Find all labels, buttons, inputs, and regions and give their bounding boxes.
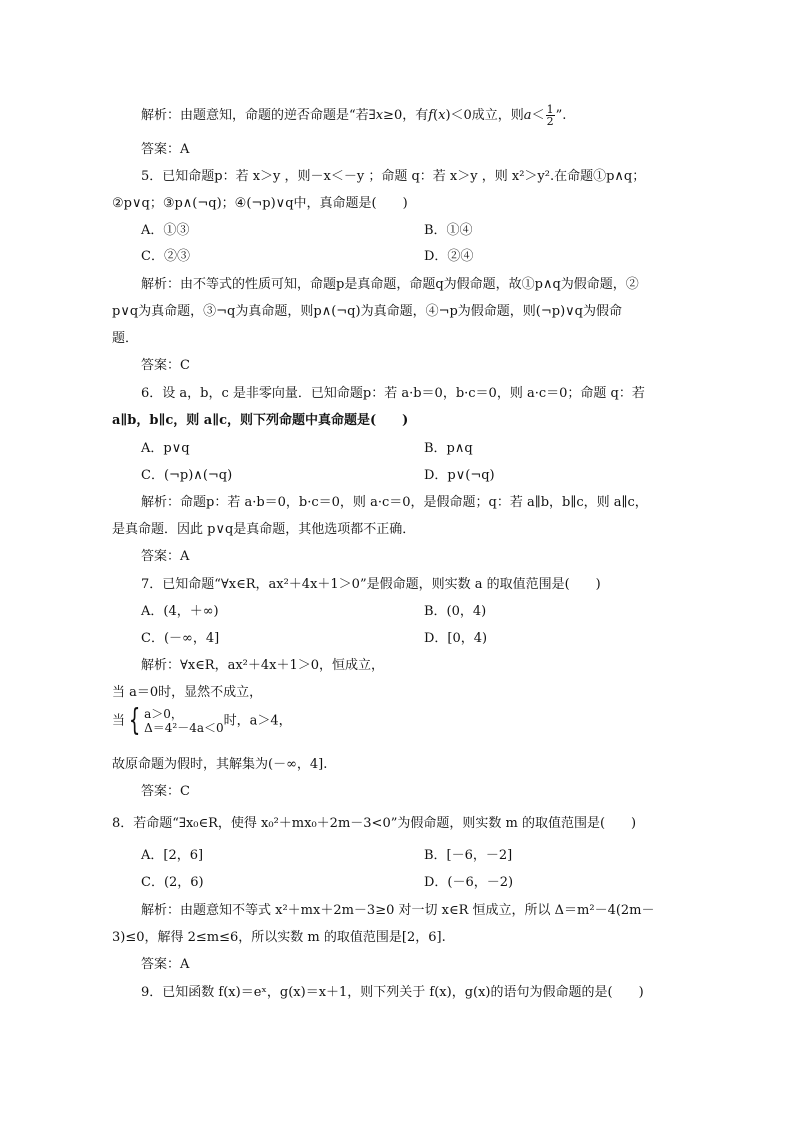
text: D．②④ [424, 249, 474, 264]
option-7d [424, 630, 487, 648]
text: 解析：由不等式的性质可知，命题p是真命题，命题q为假命题，故①p∧q为假命题，② [141, 277, 639, 292]
solution-6-line-1 [141, 494, 648, 512]
solution-8-line-2 [112, 929, 446, 947]
solution-7-line-1 [141, 657, 384, 675]
solution-7-line-3 [112, 703, 292, 738]
text: 9．已知函数 f(x)＝eˣ，g(x)＝x＋1，则下列关于 f(x)，g(x)的语句为假命题的是( ) [141, 985, 644, 1000]
text: 8．若命题“∃x₀∈R，使得 x₀²＋mx₀＋2m－3<0”为假命题，则实数 m 的取值范围是( ) [112, 816, 637, 831]
text: ＜ [531, 108, 545, 123]
question-5-line-2 [112, 195, 408, 213]
text: 故原命题为假时，其解集为(－∞，4]. [112, 757, 328, 772]
solution-5-line-3 [112, 330, 138, 348]
option-7b [424, 603, 486, 621]
text: 解析：∀x∈R，ax²＋4x＋1＞0，恒成立， [141, 658, 385, 673]
question-5-line-1 [141, 168, 645, 186]
question-6-line-2 [112, 412, 408, 430]
solution-5-line-2 [112, 303, 622, 321]
inequality-system [144, 707, 224, 735]
text: a∥b，b∥c，则 a∥c，则下列命题中真命题是( ) [112, 413, 409, 428]
text: C．(¬p)∧(¬q) [141, 468, 233, 483]
option-7c [141, 630, 219, 648]
question-9 [141, 984, 644, 1002]
option-6c [141, 467, 232, 485]
option-8b [424, 847, 512, 865]
text: 6．设 a，b，c 是非零向量．已知命题p：若 a·b＝0，b·c＝0，则 a·c＝0；命题 q：若 [141, 386, 645, 401]
text: 答案：A [141, 549, 190, 564]
text: 解析：由题意知，命题的逆否命题是“若∃ [141, 108, 376, 123]
question-6-line-1 [141, 385, 645, 403]
text: D．p∨(¬q) [424, 468, 495, 483]
text: 答案：A [141, 142, 190, 157]
text: 时，a＞4， [223, 713, 292, 729]
text: 解析：由题意知不等式 x²＋mx＋2m－3≥0 对一切 x∈R 恒成立，所以 Δ＝m²－4(2m－ [141, 903, 655, 918]
option-8a [141, 847, 203, 865]
text: 是真命题．因此 p∨q是真命题，其他选项都不正确． [112, 522, 416, 537]
text: B．[－6，－2] [424, 848, 513, 863]
text: A．(4，＋∞) [141, 604, 219, 619]
text: )＜0成立，则 [445, 108, 524, 123]
option-8c [141, 874, 204, 892]
answer-6 [141, 548, 189, 566]
option-5d [424, 248, 473, 266]
solution-8-line-1 [141, 902, 655, 920]
question-7 [141, 576, 601, 594]
solution-5-line-1 [141, 276, 639, 294]
solution-7-line-2 [112, 684, 262, 702]
fraction-numerator: 1 [546, 103, 554, 116]
left-brace: { [128, 703, 141, 738]
text: B．①④ [424, 223, 473, 238]
text: 答案：C [141, 358, 190, 373]
option-7a [141, 603, 219, 621]
text: 5．已知命题p：若 x＞y ，则－x＜－y ；命题 q：若 x＞y ，则 x²＞y².在命题①p∧q； [141, 169, 646, 184]
option-6a [141, 440, 190, 458]
question-8 [112, 815, 636, 833]
solution-4-line [141, 104, 566, 127]
text: A．[2，6] [141, 848, 204, 863]
text: f [428, 108, 434, 123]
solution-7-line-4 [112, 756, 327, 774]
text: ②p∨q；③p∧(¬q)；④(¬p)∨q中，真命题是( ) [112, 196, 408, 211]
text: ( [433, 108, 439, 123]
text: 当 a＝0时，显然不成立， [112, 685, 263, 700]
text: 7．已知命题“∀x∈R，ax²＋4x＋1＞0”是假命题，则实数 a 的取值范围是( ) [141, 577, 601, 592]
text: B．p∧q [424, 441, 473, 456]
text: 解析：命题p：若 a·b＝0，b·c＝0，则 a·c＝0，是假命题；q：若 a∥b，b∥c，则 a∥c， [141, 495, 648, 510]
answer-5 [141, 357, 190, 375]
option-5a [141, 222, 189, 240]
text: 答案：A [141, 957, 190, 972]
text: C．(－∞，4] [141, 631, 220, 646]
answer-4 [141, 141, 189, 159]
text: 题． [112, 331, 139, 346]
fraction-denominator: 2 [546, 115, 554, 128]
text: p∨q为真命题，③¬q为真命题，则p∧(¬q)为真命题，④¬p为假命题，则(¬p)∨q为假命 [112, 304, 622, 319]
text: 当 [112, 713, 126, 729]
solution-6-line-2 [112, 521, 415, 539]
text: ”. [555, 108, 567, 123]
option-8d [424, 874, 513, 892]
option-5b [424, 222, 473, 240]
text: B．(0，4) [424, 604, 487, 619]
text: a [523, 108, 532, 123]
answer-7 [141, 783, 190, 801]
text: A．①③ [141, 223, 190, 238]
text: 答案：C [141, 784, 190, 799]
text: C．(2，6) [141, 875, 204, 890]
text: 3)≤0，解得 2≤m≤6，所以实数 m 的取值范围是[2，6]. [112, 930, 446, 945]
text: D．(－6，－2) [424, 875, 514, 890]
text: x [438, 108, 446, 123]
text: x [375, 108, 384, 123]
option-6d [424, 467, 495, 485]
text: C．②③ [141, 249, 190, 264]
system-line-1: a＞0， [144, 707, 183, 721]
system-line-2: Δ＝4²－4a＜0 [144, 721, 224, 735]
answer-8 [141, 956, 189, 974]
text: A．p∨q [141, 441, 190, 456]
text: ≥0，有 [383, 108, 429, 123]
fraction-one-half [546, 104, 555, 127]
option-6b [424, 440, 473, 458]
text: D．[0，4) [424, 631, 488, 646]
option-5c [141, 248, 190, 266]
